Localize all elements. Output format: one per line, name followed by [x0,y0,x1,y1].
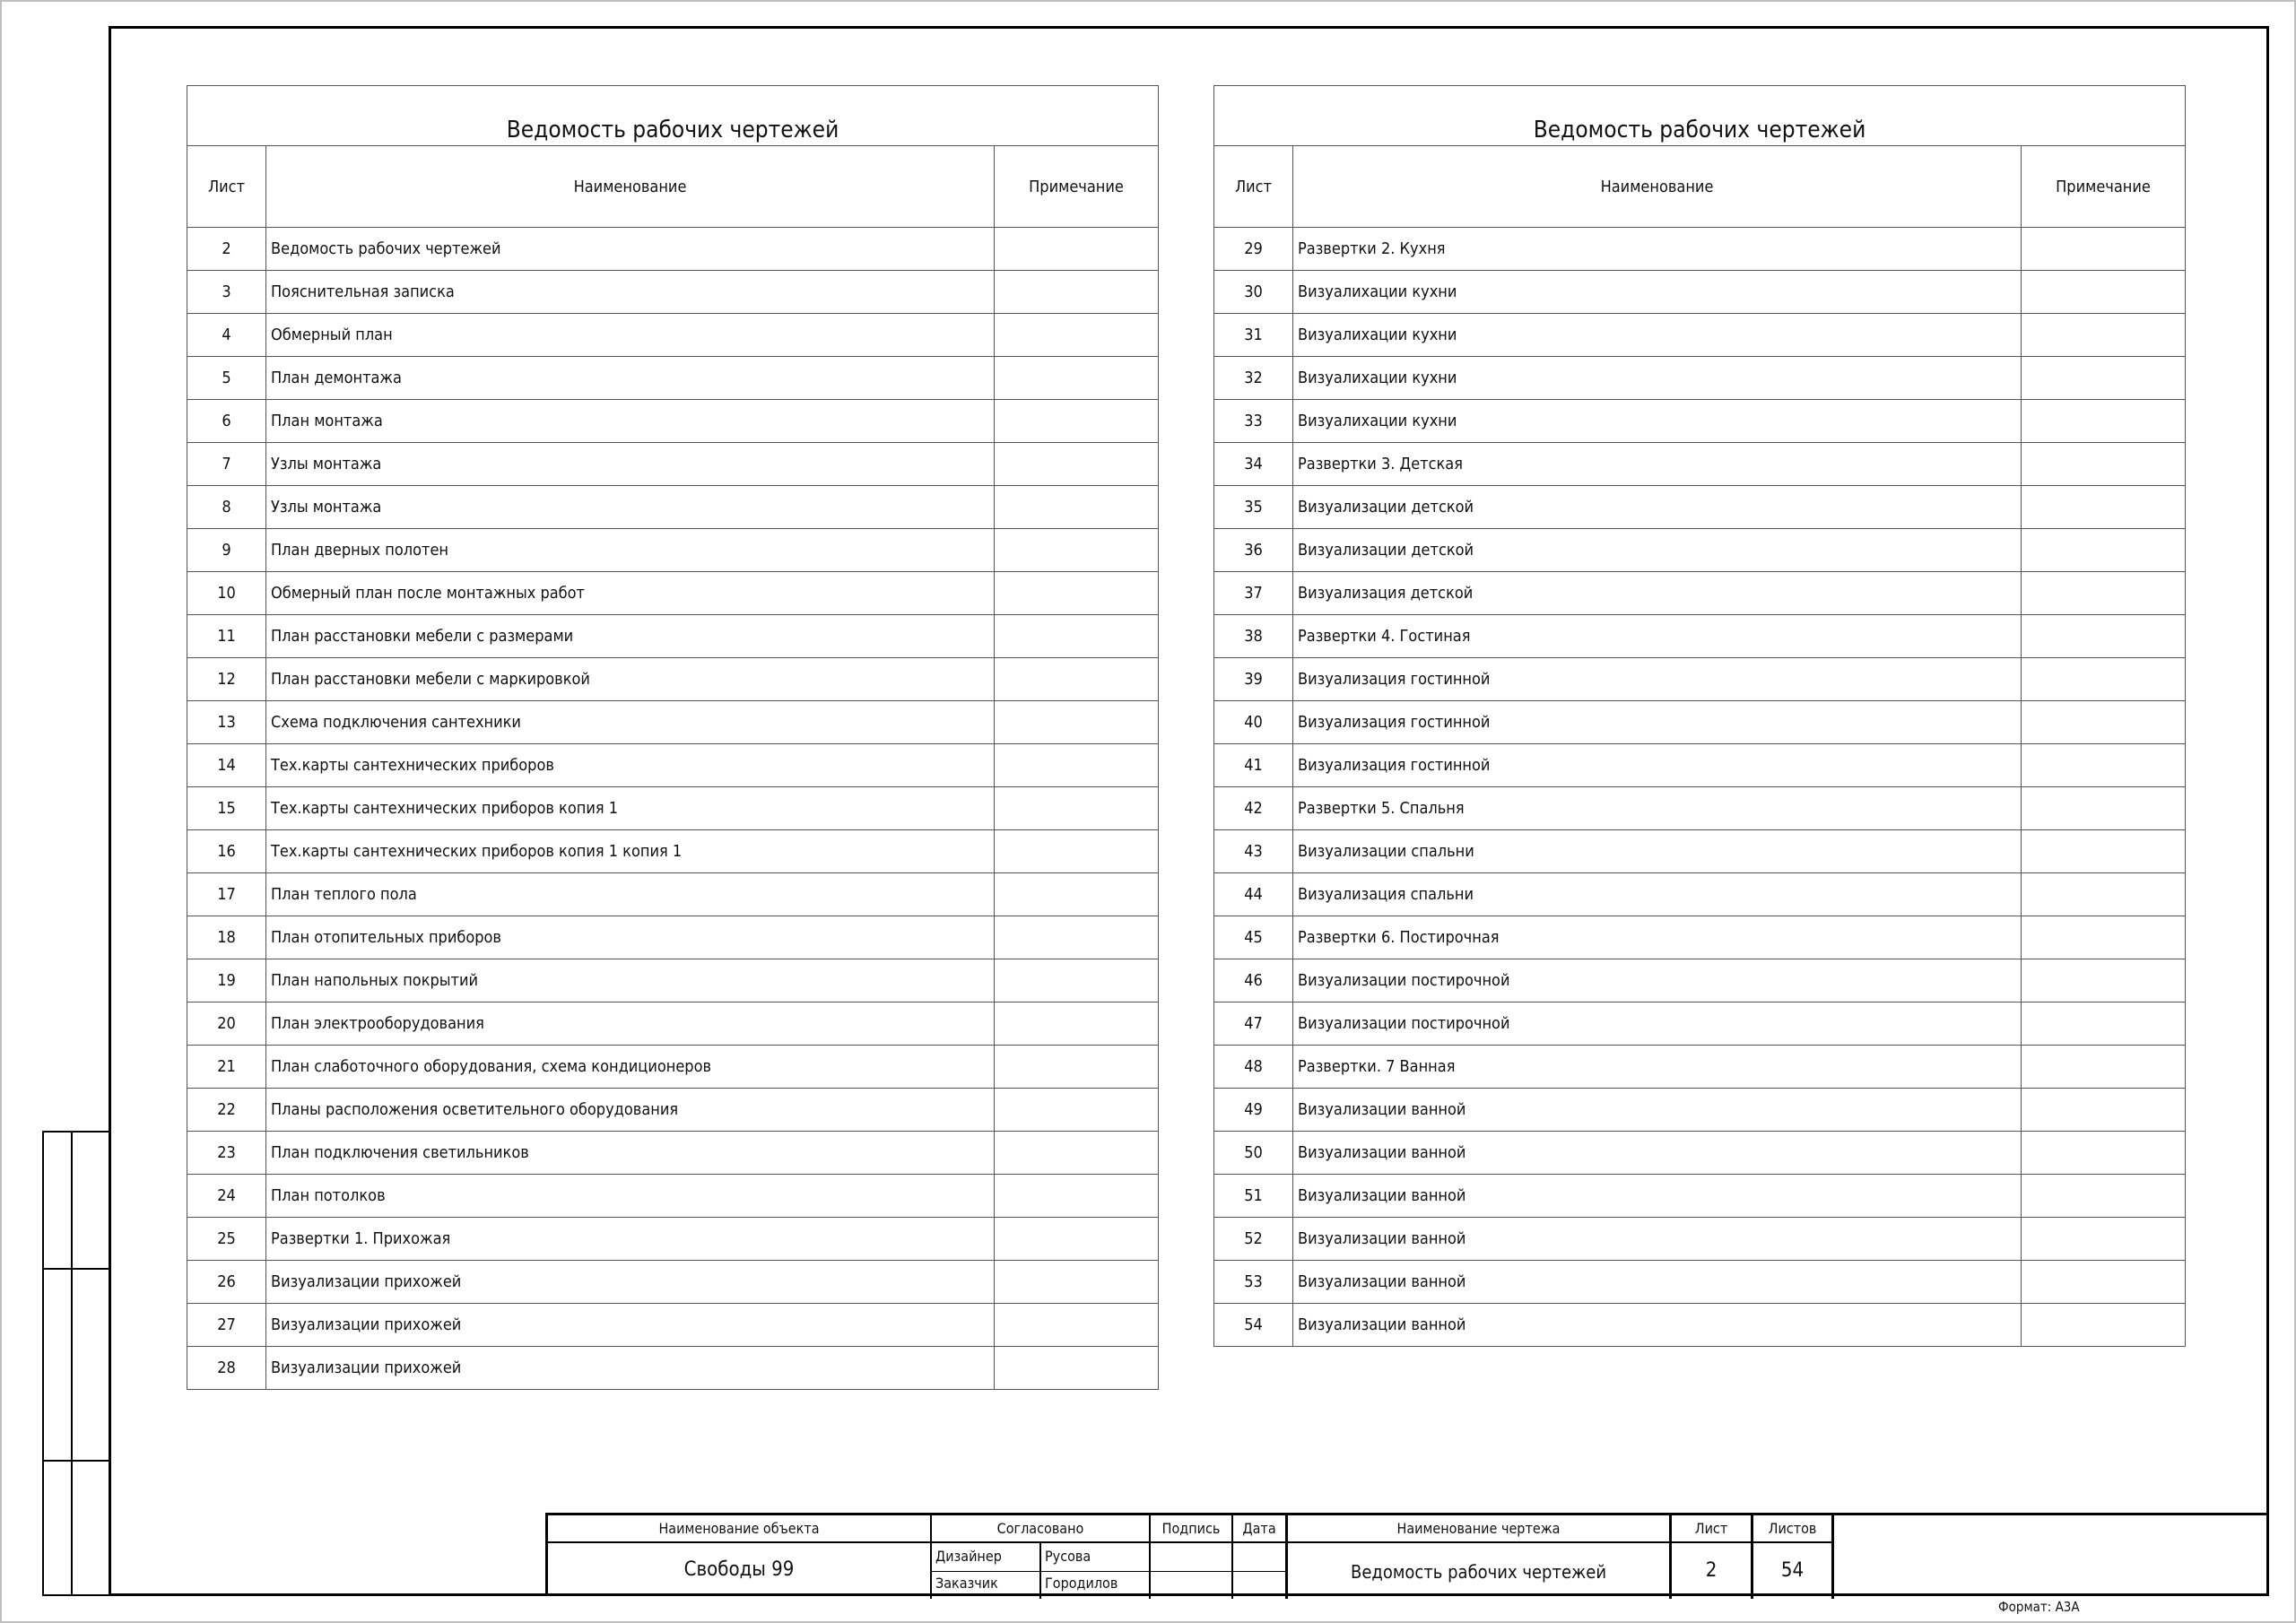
sheet-list-table-right [1213,85,2186,1347]
note-cell [995,529,1159,572]
header-sheet: Лист [187,146,266,228]
note-cell [995,271,1159,314]
table-row [1214,1132,2186,1175]
sheet-name-cell: Развертки 6. Постирочная [1293,916,2022,959]
sheet-number-cell: 53 [1214,1261,1293,1304]
sheet-name-cell: Визуалихации кухни [1293,314,2022,357]
table-row [1214,1046,2186,1089]
table-row [1214,1218,2186,1261]
note-cell [995,572,1159,615]
table-row [187,400,1159,443]
note-cell [2022,916,2186,959]
table-row [187,1132,1159,1175]
sheet-number-cell: 31 [1214,314,1293,357]
drawing-label: Наименование чертежа [1396,1520,1561,1537]
note-cell [2022,1175,2186,1218]
sheet-name-cell: Обмерный план [266,314,995,357]
table-row [1214,744,2186,787]
table-row [1214,1304,2186,1347]
table-row [1214,1089,2186,1132]
sheet-name-cell: Визуализации прихожей [266,1347,995,1390]
sheet-name-cell: Визуалихации кухни [1293,271,2022,314]
table-row [187,873,1159,916]
sheet-name-cell: Узлы монтажа [266,443,995,486]
note-cell [2022,701,2186,744]
table-row [1214,787,2186,830]
note-cell [2022,1261,2186,1304]
sheet-name-cell: Планы расположения осветительного оборудования [266,1089,995,1132]
approved-label: Согласовано [996,1520,1084,1537]
sheet-number-cell: 29 [1214,228,1293,271]
table-row [187,1304,1159,1347]
sheet-number-cell: 7 [187,443,266,486]
table-row [187,959,1159,1002]
sheet-name-cell: Визуализация спальни [1293,873,2022,916]
sheet-name-cell: Ведомость рабочих чертежей [266,228,995,271]
sheet-name-cell: План дверных полотен [266,529,995,572]
table-row [187,701,1159,744]
sheet-name-cell: Развертки 3. Детская [1293,443,2022,486]
table-row [1214,486,2186,529]
note-cell [995,1347,1159,1390]
sheet-number-cell: 28 [187,1347,266,1390]
sheet-number-cell: 35 [1214,486,1293,529]
note-cell [2022,400,2186,443]
note-cell [995,744,1159,787]
table-title: Ведомость рабочих чертежей [1214,86,2186,146]
table-row [1214,228,2186,271]
sheet-name-cell: План теплого пола [266,873,995,916]
sheet-number-cell: 43 [1214,830,1293,873]
sheet-name-cell: Развертки. 7 Ванная [1293,1046,2022,1089]
sheet-number-cell: 21 [187,1046,266,1089]
sheet-number-cell: 49 [1214,1089,1293,1132]
table-row [187,1347,1159,1390]
note-cell [2022,529,2186,572]
object-value: Свободы 99 [683,1558,795,1581]
note-cell [2022,873,2186,916]
sheet-name-cell: Развертки 2. Кухня [1293,228,2022,271]
sheet-name-cell: План отопительных приборов [266,916,995,959]
customer-value: Городилов [1045,1575,1118,1592]
table-row [187,271,1159,314]
sheet-number-cell: 12 [187,658,266,701]
sheet-name-cell: Визуализации ванной [1293,1304,2022,1347]
table-row [1214,658,2186,701]
sheet-number-cell: 30 [1214,271,1293,314]
table-row [187,1089,1159,1132]
note-cell [2022,787,2186,830]
note-cell [2022,228,2186,271]
customer-label: Заказчик [935,1575,998,1592]
note-cell [2022,1089,2186,1132]
note-cell [2022,443,2186,486]
sheet-name-cell: Визуализации ванной [1293,1175,2022,1218]
drawing-value: Ведомость рабочих чертежей [1350,1561,1607,1583]
sheet-number-cell: 26 [187,1261,266,1304]
sheet-name-cell: Визуализации прихожей [266,1261,995,1304]
note-cell [2022,658,2186,701]
table-row [187,916,1159,959]
sheet-name-cell: Развертки 1. Прихожая [266,1218,995,1261]
sheet-name-cell: Визуализации детской [1293,529,2022,572]
table-row [1214,314,2186,357]
sheet-name-cell: Визуализации детской [1293,486,2022,529]
sheet-name-cell: Визуалихации кухни [1293,400,2022,443]
table-row [1214,529,2186,572]
sheet-number-cell: 27 [187,1304,266,1347]
sheet-label: Лист [1694,1520,1728,1537]
sheet-number-cell: 9 [187,529,266,572]
sheet-number-cell: 11 [187,615,266,658]
sheet-number-cell: 19 [187,959,266,1002]
note-cell [995,1089,1159,1132]
sheet-name-cell: Развертки 5. Спальня [1293,787,2022,830]
sheet-list-table-left [187,85,1159,1390]
table-row [187,1002,1159,1046]
note-cell [2022,1132,2186,1175]
sheet-number-cell: 24 [187,1175,266,1218]
sheet-name-cell: Визуалихации кухни [1293,357,2022,400]
sheet-number-cell: 47 [1214,1002,1293,1046]
sheet-name-cell: Визуализации спальни [1293,830,2022,873]
designer-label: Дизайнер [935,1548,1002,1565]
binding-strip [42,1131,109,1596]
note-cell [2022,1304,2186,1347]
table-row [1214,357,2186,400]
table-row [1214,1002,2186,1046]
sheet-name-cell: Визуализация детской [1293,572,2022,615]
sheet-number-cell: 17 [187,873,266,916]
note-cell [995,873,1159,916]
sheet-name-cell: Визуализации ванной [1293,1261,2022,1304]
note-cell [995,787,1159,830]
table-row [187,658,1159,701]
sheet-number-cell: 39 [1214,658,1293,701]
sheet-name-cell: Визуализации ванной [1293,1089,2022,1132]
sheets-label: Листов [1768,1520,1817,1537]
header-note: Примечание [995,146,1159,228]
note-cell [2022,744,2186,787]
object-label: Наименование объекта [658,1520,820,1537]
note-cell [995,314,1159,357]
sheet-name-cell: Тех.карты сантехнических приборов копия 1 [266,787,995,830]
sheet-number-cell: 51 [1214,1175,1293,1218]
sheet-number-cell: 41 [1214,744,1293,787]
note-cell [995,959,1159,1002]
sheet-name-cell: План демонтажа [266,357,995,400]
note-cell [995,701,1159,744]
sheet-name-cell: Визуализация гостинной [1293,658,2022,701]
sheet-number-cell: 37 [1214,572,1293,615]
sheet-number-cell: 20 [187,1002,266,1046]
sheet-name-cell: План напольных покрытий [266,959,995,1002]
header-note: Примечание [2022,146,2186,228]
note-cell [995,916,1159,959]
table-row [187,615,1159,658]
sheet-name-cell: План расстановки мебели с маркировкой [266,658,995,701]
table-row [1214,1261,2186,1304]
table-row [1214,916,2186,959]
sheet-number-cell: 32 [1214,357,1293,400]
sheet-number-cell: 52 [1214,1218,1293,1261]
sheet-number-cell: 16 [187,830,266,873]
table-row [187,357,1159,400]
sheet-number-cell: 4 [187,314,266,357]
note-cell [995,1046,1159,1089]
note-cell [2022,486,2186,529]
sheet-number-cell: 3 [187,271,266,314]
table-row [187,529,1159,572]
sheet-number-cell: 2 [187,228,266,271]
table-row [1214,615,2186,658]
signature-label: Подпись [1161,1520,1221,1537]
sheet-name-cell: Визуализации постирочной [1293,1002,2022,1046]
date-label: Дата [1242,1520,1276,1537]
table-row [187,443,1159,486]
sheet-name-cell: План монтажа [266,400,995,443]
note-cell [2022,572,2186,615]
sheet-name-cell: Схема подключения сантехники [266,701,995,744]
table-row [1214,701,2186,744]
table-row [187,1218,1159,1261]
note-cell [2022,1046,2186,1089]
note-cell [995,228,1159,271]
note-cell [995,615,1159,658]
note-cell [995,1175,1159,1218]
note-cell [995,1218,1159,1261]
sheet-name-cell: Визуализации ванной [1293,1218,2022,1261]
sheet-number-cell: 13 [187,701,266,744]
sheet-number-cell: 15 [187,787,266,830]
sheet-name-cell: Визуализация гостинной [1293,701,2022,744]
table-row [1214,830,2186,873]
header-sheet: Лист [1214,146,1293,228]
sheet-number-cell: 38 [1214,615,1293,658]
table-row [1214,443,2186,486]
sheet-name-cell: Обмерный план после монтажных работ [266,572,995,615]
table-row [187,744,1159,787]
table-row [187,314,1159,357]
sheet-number-cell: 36 [1214,529,1293,572]
note-cell [995,357,1159,400]
note-cell [2022,271,2186,314]
sheet-number: 2 [1705,1559,1718,1582]
table-row [187,787,1159,830]
note-cell [995,486,1159,529]
sheet-number-cell: 25 [187,1218,266,1261]
table-row [187,1261,1159,1304]
sheet-number-cell: 48 [1214,1046,1293,1089]
note-cell [995,1304,1159,1347]
sheet-number-cell: 34 [1214,443,1293,486]
sheet-name-cell: Узлы монтажа [266,486,995,529]
note-cell [2022,357,2186,400]
note-cell [2022,959,2186,1002]
sheet-name-cell: План слаботочного оборудования, схема кондиционеров [266,1046,995,1089]
table-row [1214,1175,2186,1218]
sheet-name-cell: Визуализации прихожей [266,1304,995,1347]
header-name: Наименование [266,146,995,228]
table-row [1214,271,2186,314]
sheet-name-cell: План электрооборудования [266,1002,995,1046]
sheet-number-cell: 42 [1214,787,1293,830]
note-cell [2022,615,2186,658]
note-cell [2022,314,2186,357]
sheet-name-cell: План расстановки мебели с размерами [266,615,995,658]
table-row [187,1046,1159,1089]
sheet-number-cell: 46 [1214,959,1293,1002]
sheet-number-cell: 50 [1214,1132,1293,1175]
designer-value: Русова [1045,1548,1091,1565]
title-block [545,1513,2269,1596]
sheet-name-cell: Развертки 4. Гостиная [1293,615,2022,658]
sheet-name-cell: План подключения светильников [266,1132,995,1175]
sheet-number-cell: 33 [1214,400,1293,443]
sheet-name-cell: Визуализации ванной [1293,1132,2022,1175]
note-cell [995,658,1159,701]
sheet-number-cell: 6 [187,400,266,443]
sheet-number-cell: 5 [187,357,266,400]
note-cell [2022,830,2186,873]
sheet-number-cell: 23 [187,1132,266,1175]
sheet-name-cell: План потолков [266,1175,995,1218]
sheet-number-cell: 10 [187,572,266,615]
note-cell [995,830,1159,873]
sheet-number-cell: 8 [187,486,266,529]
table-row [187,228,1159,271]
sheet-number-cell: 40 [1214,701,1293,744]
table-row [187,486,1159,529]
header-name: Наименование [1293,146,2022,228]
sheet-number-cell: 44 [1214,873,1293,916]
sheet-name-cell: Визуализации постирочной [1293,959,2022,1002]
sheets-total: 54 [1780,1559,1805,1582]
table-row [1214,400,2186,443]
note-cell [995,1132,1159,1175]
note-cell [2022,1218,2186,1261]
table-row [187,1175,1159,1218]
sheet-name-cell: Тех.карты сантехнических приборов копия 1 копия 1 [266,830,995,873]
note-cell [2022,1002,2186,1046]
table-row [1214,572,2186,615]
table-title: Ведомость рабочих чертежей [187,86,1159,146]
table-row [1214,959,2186,1002]
note-cell [995,443,1159,486]
sheet-number-cell: 54 [1214,1304,1293,1347]
sheet-number-cell: 45 [1214,916,1293,959]
note-cell [995,1002,1159,1046]
sheet-number-cell: 18 [187,916,266,959]
sheet-number-cell: 22 [187,1089,266,1132]
sheet-name-cell: Пояснительная записка [266,271,995,314]
sheet-number-cell: 14 [187,744,266,787]
format-label: Формат: А3А [1998,1599,2080,1615]
note-cell [995,400,1159,443]
sheet-name-cell: Тех.карты сантехнических приборов [266,744,995,787]
sheet-name-cell: Визуализация гостинной [1293,744,2022,787]
note-cell [995,1261,1159,1304]
table-row [187,572,1159,615]
table-row [187,830,1159,873]
table-row [1214,873,2186,916]
